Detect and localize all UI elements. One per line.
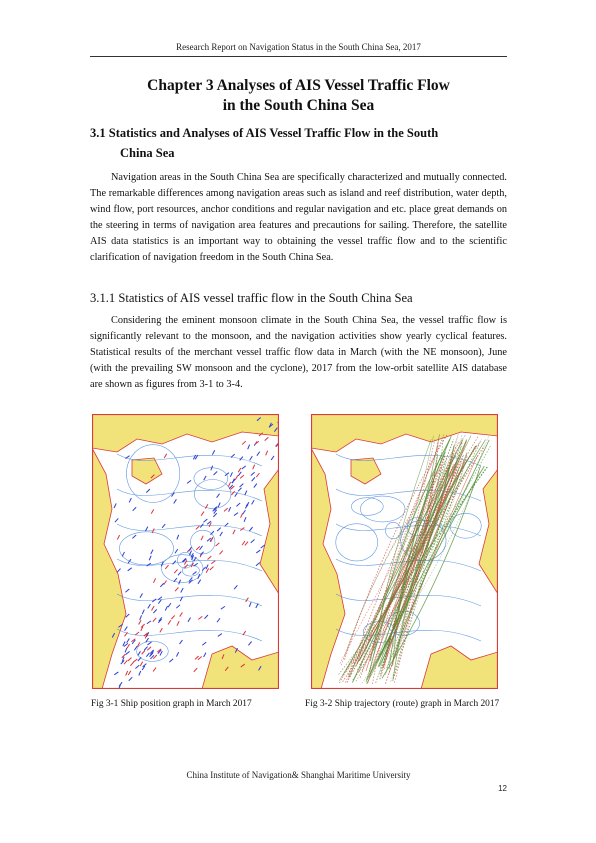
section-paragraph: Navigation areas in the South China Sea are specifically characterized and mutually connected. The remarkable differences among navigation areas such as island and reef distribution, water depth, wind flow, port resources, anchor conditions and regular navigation and etc. place great demands on the steering in terms of navigation area features and precautions for sailing. Therefore, the satellite AIS data statistics is an important way to obtaining the vessel traffic flow and to the scientific clarification of navigation freedom in the South China Sea. bbox=[90, 172, 507, 264]
running-header: Research Report on Navigation Status in the South China Sea, 2017 bbox=[176, 42, 421, 52]
page-number: 12 bbox=[498, 784, 507, 793]
ship-position-map bbox=[92, 414, 279, 689]
chapter-title-line-1: Chapter 3 Analyses of AIS Vessel Traffic Flow bbox=[147, 77, 450, 94]
figure-3-2-caption: Fig 3-2 Ship trajectory (route) graph in March 2017 bbox=[305, 699, 500, 709]
chapter-title-line-2: in the South China Sea bbox=[222, 97, 375, 114]
header-rule bbox=[90, 56, 507, 57]
subsection-paragraph: Considering the eminent monsoon climate in the South China Sea, the vessel traffic flow is significantly relevant to the monsoon, and the navigation activities show yearly cyclical features. Statistical results of the merchant vessel traffic flow data in March (with the NE monsoon), June (with the prevailing SW monsoon and the cyclone), 2017 from the low-orbit satellite AIS database are shown as figures from 3-1 to 3-4. bbox=[90, 315, 507, 391]
section-heading-line-1: 3.1 Statistics and Analyses of AIS Vessel Traffic Flow in the South bbox=[90, 126, 439, 140]
chapter-title bbox=[90, 76, 507, 116]
subsection-heading: 3.1.1 Statistics of AIS vessel traffic flow in the South China Sea bbox=[90, 291, 413, 305]
section-heading bbox=[90, 123, 507, 163]
ship-trajectory-map bbox=[311, 414, 498, 689]
figure-3-1-caption: Fig 3-1 Ship position graph in March 2017 bbox=[91, 699, 252, 709]
section-heading-line-2: China Sea bbox=[120, 146, 175, 160]
page-footer: China Institute of Navigation& Shanghai Maritime University bbox=[186, 770, 411, 780]
